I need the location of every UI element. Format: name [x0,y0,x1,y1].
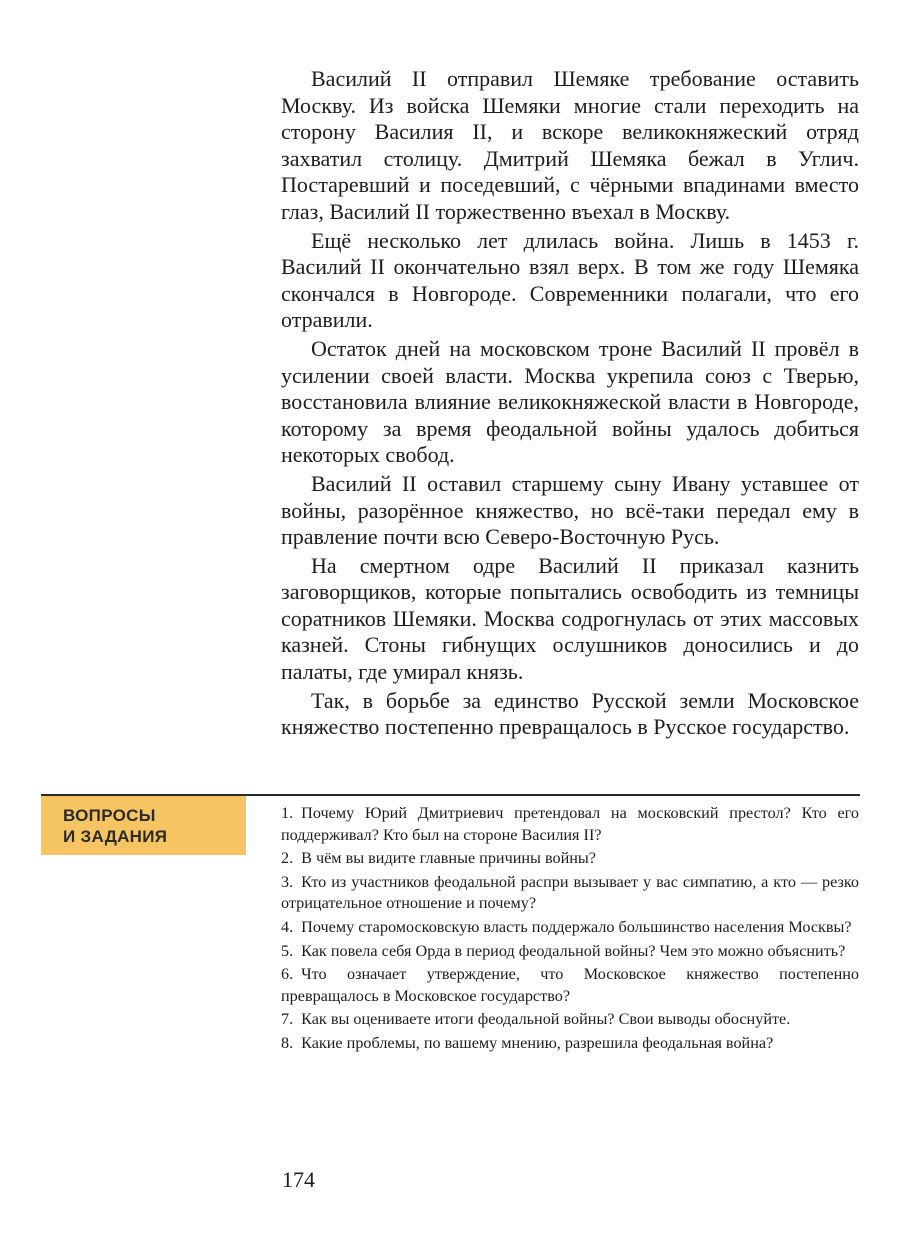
question-item [281,917,859,939]
main-text [281,66,859,743]
question-text: В чём вы видите главные причины войны? [301,849,596,868]
paragraph: Так, в борьбе за единство Русской земли Московское княжество постепенно превращалось в Русское государство. [281,687,859,740]
question-number: 7. [281,1010,294,1029]
question-number: 8. [281,1033,294,1052]
badge-line-1: ВОПРОСЫ [63,806,156,825]
question-number: 5. [281,941,294,960]
questions-badge [41,796,246,855]
questions-badge-label [63,805,167,847]
question-item [281,941,859,963]
paragraph: Василий II отправил Шемяке требование оставить Москву. Из войска Шемяки многие стали переходить на сторону Василия II, и вскоре великокняжеский отряд захватил столицу. Дмитрий Шемяка бежал в Углич. Постаревший и поседевший, с чёрными впадинами вместо глаз, Василий II торжественно въехал в Москву. [281,66,859,224]
question-number: 6. [281,965,294,984]
paragraph: На смертном одре Василий II приказал казнить заговорщиков, которые попытались освободить из темницы соратников Шемяки. Москва содрогнулась от этих массовых казней. Стоны гибнущих ослушников доносились и до палаты, где умирал князь. [281,552,859,685]
question-number: 2. [281,849,294,868]
question-item [281,803,859,846]
question-item [281,1009,859,1031]
question-number: 1. [281,804,294,822]
question-item [281,848,859,870]
question-item [281,964,859,1007]
question-text: Почему Юрий Дмитриевич претендовал на московский престол? Кто его поддерживал? Кто был на стороне Василия II? [281,804,859,844]
question-text: Что означает утверждение, что Московское княжество постепенно превращалось в Московское государство? [281,965,859,1005]
question-item [281,872,859,915]
question-text: Какие проблемы, по вашему мнению, разрешила феодальная война? [301,1033,774,1052]
question-number: 3. [281,872,294,891]
question-text: Как повела себя Орда в период феодальной войны? Чем это можно объяснить? [301,941,846,960]
paragraph: Ещё несколько лет длилась война. Лишь в 1453 г. Василий II окончательно взял верх. В том же году Шемяка скончался в Новгороде. Современники полагали, что его отравили. [281,227,859,333]
question-item [281,1033,859,1055]
paragraph: Остаток дней на московском троне Василий II провёл в усилении своей власти. Москва укрепила союз с Тверью, восстановила влияние великокняжеской власти в Новгороде, которому за время феодальной войны удалось добиться некоторых свобод. [281,335,859,468]
question-text: Как вы оцениваете итоги феодальной войны? Свои выводы обоснуйте. [301,1010,791,1029]
page-number: 174 [282,1167,315,1192]
badge-line-2: И ЗАДАНИЯ [63,827,168,846]
question-text: Кто из участников феодальной распри вызывает у вас симпатию, а кто — резко отрицательное отношение и почему? [281,872,859,913]
questions-list [281,803,859,1057]
paragraph: Василий II оставил старшему сыну Ивану уставшее от войны, разорённое княжество, но всё-таки передал ему в правление почти всю Северо-Восточную Русь. [281,470,859,550]
question-number: 4. [281,917,294,936]
question-text: Почему старомосковскую власть поддержало большинство населения Москвы? [301,917,852,936]
